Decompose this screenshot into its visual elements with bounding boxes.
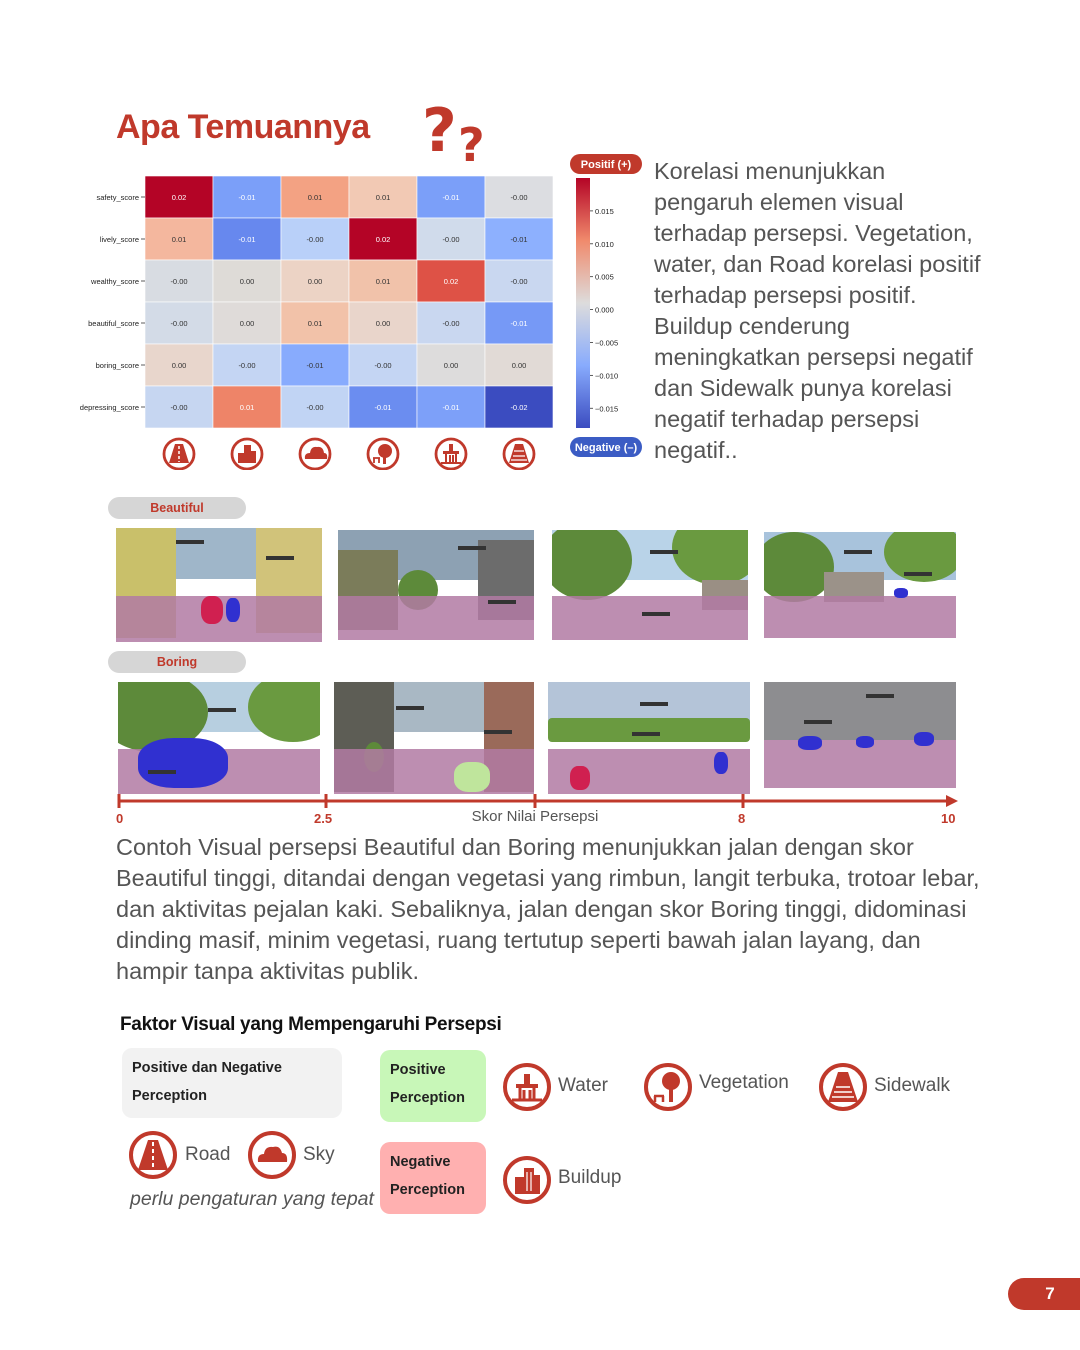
heatmap-row-label: lively_score: [99, 235, 139, 244]
water-icon: [436, 439, 466, 469]
heatmap-cell-value: 0.02: [171, 193, 187, 202]
sky-icon: [300, 439, 330, 469]
vegetation-label: Vegetation: [699, 1072, 789, 1093]
heatmap-cell-value: -0.01: [510, 235, 528, 244]
axis-tick-label: 0: [116, 811, 124, 826]
colorbar-tick-label: 0.015: [595, 206, 614, 216]
page-title: Apa Temuannya: [116, 108, 370, 146]
road-icon: [164, 439, 194, 469]
positive-badge-label: Positif (+): [580, 159, 632, 171]
heatmap-cell-value: 0.00: [239, 277, 255, 286]
heatmap-cell-value: -0.00: [510, 193, 528, 202]
heatmap-row-label: wealthy_score: [91, 277, 139, 286]
colorbar-gradient: [576, 178, 590, 428]
positive-perception-box: Positive Perception: [380, 1050, 486, 1122]
boring-photo-2: [334, 682, 534, 794]
heatmap-cell-value: -0.01: [238, 193, 256, 202]
heatmap-cell-value: 0.00: [511, 361, 527, 370]
note-text: perlu pengaturan yang tepat: [130, 1188, 374, 1210]
heatmap-cell-value: -0.00: [170, 319, 188, 328]
body-paragraph: Contoh Visual persepsi Beautiful dan Boring menunjukkan jalan dengan skor Beautiful tinggi, ditandai dengan vegetasi yang rimbun, langit terbuka, trotoar lebar, dan aktivitas pejalan kaki. Sebaliknya, jalan dengan skor Boring tinggi, didominasi dinding masif, minim vegetasi, ruang tertutup seperti bawah jalan layang, dan hampir tanpa aktivitas publik.: [116, 834, 980, 984]
heatmap-cell-value: -0.00: [306, 403, 324, 412]
vegetation-icon: [368, 439, 398, 469]
axis-tick-label: 8: [738, 811, 746, 826]
vegetation-icon: [643, 1062, 693, 1112]
colorbar-tick-label: −0.015: [595, 404, 619, 414]
beautiful-label: Beautiful: [108, 497, 246, 519]
posneg-perception-box: Positive dan Negative Perception: [122, 1048, 342, 1118]
boring-photo-1: [118, 682, 320, 794]
heatmap-cell-value: -0.01: [374, 403, 392, 412]
colorbar-tick-label: 0.000: [595, 305, 614, 315]
factors-title: Faktor Visual yang Mempengaruhi Persepsi: [120, 1014, 502, 1035]
heatmap-cell-value: -0.01: [442, 403, 460, 412]
heatmap-cell-value: -0.00: [170, 403, 188, 412]
heatmap-cell-value: 0.02: [443, 277, 459, 286]
heatmap-row-label: depressing_score: [79, 403, 139, 412]
heatmap-cell-value: -0.00: [374, 361, 392, 370]
buildup-label: Buildup: [558, 1167, 622, 1188]
heatmap-colorbar: [566, 150, 654, 460]
heatmap-cell-value: -0.00: [306, 235, 324, 244]
sidewalk-label: Sidewalk: [874, 1075, 951, 1096]
heatmap-row-label: boring_score: [95, 361, 139, 370]
colorbar-tick-label: −0.005: [595, 338, 619, 348]
sky-label: Sky: [303, 1144, 335, 1165]
boring-label: Boring: [108, 651, 246, 673]
heatmap-row-label: safety_score: [96, 193, 139, 202]
buildup-icon: [232, 439, 262, 469]
heatmap-cell-value: 0.00: [375, 319, 391, 328]
sky-icon: [247, 1130, 297, 1180]
sidewalk-icon: [818, 1062, 868, 1112]
water-label: Water: [558, 1075, 608, 1096]
heatmap-cell-value: 0.01: [375, 277, 391, 286]
heatmap-cell-value: 0.00: [239, 319, 255, 328]
heatmap-cell-value: -0.02: [510, 403, 528, 412]
beautiful-photo-3: [552, 530, 748, 640]
axis-arrow-icon: [946, 795, 958, 807]
page-number: 7: [1045, 1284, 1055, 1303]
heatmap-cell-value: -0.00: [510, 277, 528, 286]
beautiful-photo-1: [116, 528, 322, 642]
heatmap-cell-value: -0.01: [442, 193, 460, 202]
heatmap-cell-value: -0.00: [442, 319, 460, 328]
heatmap-cell-value: 0.01: [307, 319, 323, 328]
intro-paragraph: Korelasi menunjukkan pengaruh elemen visual terhadap persepsi. Vegetation, water, dan Road korelasi positif terhadap persepsi positif. Buildup cenderung meningkatkan persepsi negatif dan Sidewalk punya korelasi negatif terhadap persepsi negatif..: [654, 158, 981, 463]
heatmap-cell-value: 0.01: [307, 193, 323, 202]
road-label: Road: [185, 1144, 231, 1165]
boring-photo-4: [764, 682, 956, 788]
correlation-heatmap: [60, 170, 580, 470]
heatmap-cell-value: -0.00: [238, 361, 256, 370]
heatmap-cell-value: -0.01: [238, 235, 256, 244]
question-mark-icon: ?: [458, 118, 485, 172]
heatmap-cell-value: 0.01: [239, 403, 255, 412]
heatmap-cell-value: -0.01: [306, 361, 324, 370]
heatmap-cell-value: -0.00: [170, 277, 188, 286]
negative-badge-label: Negative (–): [574, 442, 638, 454]
axis-tick-label: 2.5: [314, 811, 333, 826]
road-icon: [128, 1130, 178, 1180]
sidewalk-icon: [504, 439, 534, 469]
water-icon: [502, 1062, 552, 1112]
heatmap-cell-value: 0.00: [307, 277, 323, 286]
question-mark-icon: ?: [422, 96, 457, 166]
negative-perception-box: Negative Perception: [380, 1142, 486, 1214]
heatmap-cell-value: -0.01: [510, 319, 528, 328]
colorbar-tick-label: 0.010: [595, 239, 614, 249]
heatmap-row-label: beautiful_score: [88, 319, 139, 328]
boring-photo-3: [548, 682, 750, 794]
axis-label: Skor Nilai Persepsi: [471, 808, 599, 825]
heatmap-cell-value: 0.00: [443, 361, 459, 370]
heatmap-cell-value: 0.02: [375, 235, 391, 244]
colorbar-tick-label: −0.010: [595, 371, 619, 381]
heatmap-cell-value: -0.00: [442, 235, 460, 244]
heatmap-cell-value: 0.00: [171, 361, 187, 370]
colorbar-tick-label: 0.005: [595, 272, 614, 282]
heatmap-cell-value: 0.01: [375, 193, 391, 202]
buildup-icon: [502, 1155, 552, 1205]
heatmap-cell-value: 0.01: [171, 235, 187, 244]
beautiful-photo-2: [338, 530, 534, 640]
beautiful-photo-4: [764, 532, 956, 638]
axis-tick-label: 10: [941, 811, 956, 826]
